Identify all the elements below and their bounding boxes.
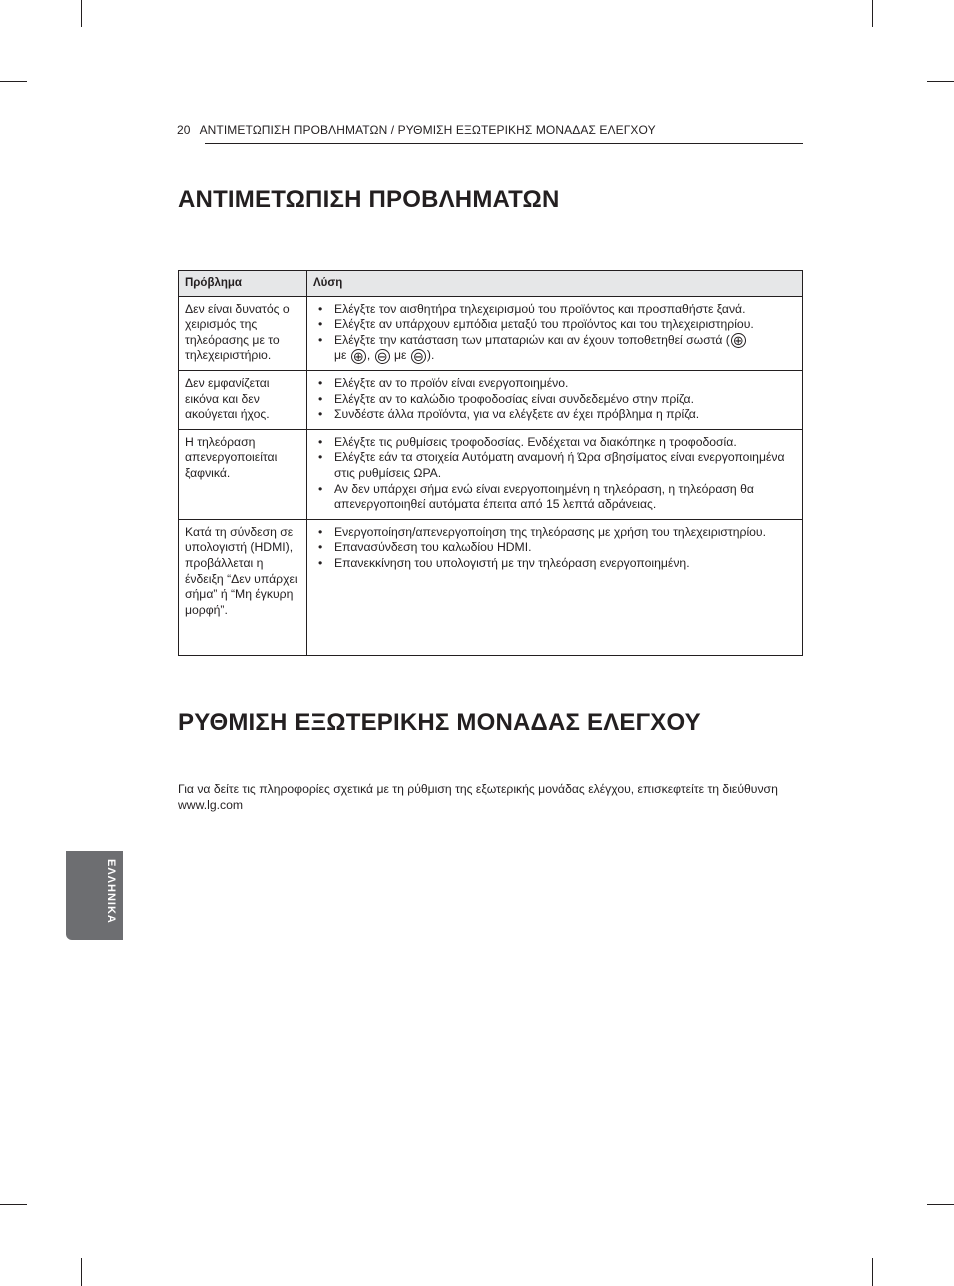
battery-with-label: με bbox=[334, 348, 347, 363]
solution-item: • Ελέγξτε τον αισθητήρα τηλεχειρισμού του προϊόντος και προσπαθήστε ξανά. bbox=[317, 302, 794, 318]
solution-cell bbox=[307, 429, 803, 519]
table-row bbox=[179, 519, 803, 655]
section-title-external-control: ΡΥΘΜΙΣΗ ΕΞΩΤΕΡΙΚΗΣ ΜΟΝΑΔΑΣ ΕΛΕΓΧΟΥ bbox=[178, 709, 701, 736]
external-control-text: Για να δείτε τις πληροφορίες σχετικά με τη ρύθμιση της εξωτερικής μονάδας ελέγχου, επισκεφτείτε τη διεύθυνση www.lg.com bbox=[178, 782, 778, 812]
crop-mark bbox=[927, 1204, 954, 1205]
solution-item: • Επανασύνδεση του καλωδίου HDMI. bbox=[317, 540, 794, 556]
language-tab-label: ΕΛΛΗΝΙΚΑ bbox=[105, 859, 117, 924]
crop-mark bbox=[0, 1204, 27, 1205]
crop-mark bbox=[872, 1258, 873, 1286]
problem-cell: Η τηλεόραση απενεργοποιείται ξαφνικά. bbox=[179, 429, 307, 519]
solution-list bbox=[317, 376, 794, 423]
battery-separator: , bbox=[366, 348, 371, 363]
solution-item: • Ελέγξτε τις ρυθμίσεις τροφοδοσίας. Ενδέχεται να διακόπηκε η τροφοδοσία. bbox=[317, 435, 794, 451]
crop-mark bbox=[0, 81, 27, 82]
header-rule bbox=[205, 143, 803, 144]
crop-mark bbox=[81, 0, 82, 27]
problem-cell: Κατά τη σύνδεση σε υπολογιστή (HDMI), προβάλλεται η ένδειξη “Δεν υπάρχει σήμα” ή “Μη έγκυρη μορφή”. bbox=[179, 519, 307, 655]
table-row bbox=[179, 296, 803, 370]
table-header-row bbox=[179, 271, 803, 297]
running-title: ΑΝΤΙΜΕΤΩΠΙΣΗ ΠΡΟΒΛΗΜΑΤΩΝ / ΡΥΘΜΙΣΗ ΕΞΩΤΕΡΙΚΗΣ ΜΟΝΑΔΑΣ ΕΛΕΓΧΟΥ bbox=[199, 123, 656, 137]
plus-icon: ⊕ bbox=[351, 349, 366, 364]
solution-item bbox=[317, 333, 794, 364]
solution-item: • Αν δεν υπάρχει σήμα ενώ είναι ενεργοποιημένη η τηλεόραση, η τηλεόραση θα απενεργοποιηθεί αυτόματα έπειτα από 15 λεπτά αδράνειας. bbox=[317, 482, 794, 513]
solution-text: Ελέγξτε την κατάσταση των μπαταριών και αν έχουν τοποθετηθεί σωστά ( bbox=[334, 332, 730, 347]
problem-cell: Δεν είναι δυνατός ο χειρισμός της τηλεόρασης με το τηλεχειριστήριο. bbox=[179, 296, 307, 370]
solution-item: • Ελέγξτε αν το καλώδιο τροφοδοσίας είναι συνδεδεμένο στην πρίζα. bbox=[317, 392, 794, 408]
problem-cell: Δεν εμφανίζεται εικόνα και δεν ακούγεται ήχος. bbox=[179, 370, 307, 429]
table-row bbox=[179, 429, 803, 519]
solution-cell bbox=[307, 370, 803, 429]
solution-item: • Ελέγξτε εάν τα στοιχεία Αυτόματη αναμονή ή Ώρα σβησίματος είναι ενεργοποιημένα στις ρυθμίσεις ΩΡΑ. bbox=[317, 450, 794, 481]
crop-mark bbox=[927, 81, 954, 82]
running-header bbox=[177, 123, 803, 137]
column-header-solution: Λύση bbox=[307, 271, 803, 297]
solution-cell bbox=[307, 296, 803, 370]
table-row bbox=[179, 370, 803, 429]
minus-icon: ⊖ bbox=[375, 349, 390, 364]
plus-icon: ⊕ bbox=[731, 333, 746, 348]
solution-cell bbox=[307, 519, 803, 655]
solution-item: • Ελέγξτε αν υπάρχουν εμπόδια μεταξύ του προϊόντος και του τηλεχειριστηρίου. bbox=[317, 317, 794, 333]
troubleshooting-table bbox=[178, 270, 803, 656]
solution-list bbox=[317, 525, 794, 572]
crop-mark bbox=[872, 0, 873, 27]
battery-with-label: με bbox=[394, 348, 407, 363]
column-header-problem: Πρόβλημα bbox=[179, 271, 307, 297]
solution-list bbox=[317, 435, 794, 513]
solution-item: • Ελέγξτε αν το προϊόν είναι ενεργοποιημένο. bbox=[317, 376, 794, 392]
section-title-troubleshooting: ΑΝΤΙΜΕΤΩΠΙΣΗ ΠΡΟΒΛΗΜΑΤΩΝ bbox=[178, 186, 560, 213]
minus-icon: ⊖ bbox=[411, 349, 426, 364]
solution-item: • Ενεργοποίηση/απενεργοποίηση της τηλεόρασης με χρήση του τηλεχειριστηρίου. bbox=[317, 525, 794, 541]
language-side-tab bbox=[66, 851, 123, 940]
solution-item: • Συνδέστε άλλα προϊόντα, για να ελέγξετε αν έχει πρόβλημα η πρίζα. bbox=[317, 407, 794, 423]
battery-line-end: ). bbox=[426, 348, 435, 363]
solution-list bbox=[317, 302, 794, 364]
page-number: 20 bbox=[177, 123, 191, 137]
solution-item: • Επανεκκίνηση του υπολογιστή με την τηλεόραση ενεργοποιημένη. bbox=[317, 556, 794, 572]
crop-mark bbox=[81, 1258, 82, 1286]
